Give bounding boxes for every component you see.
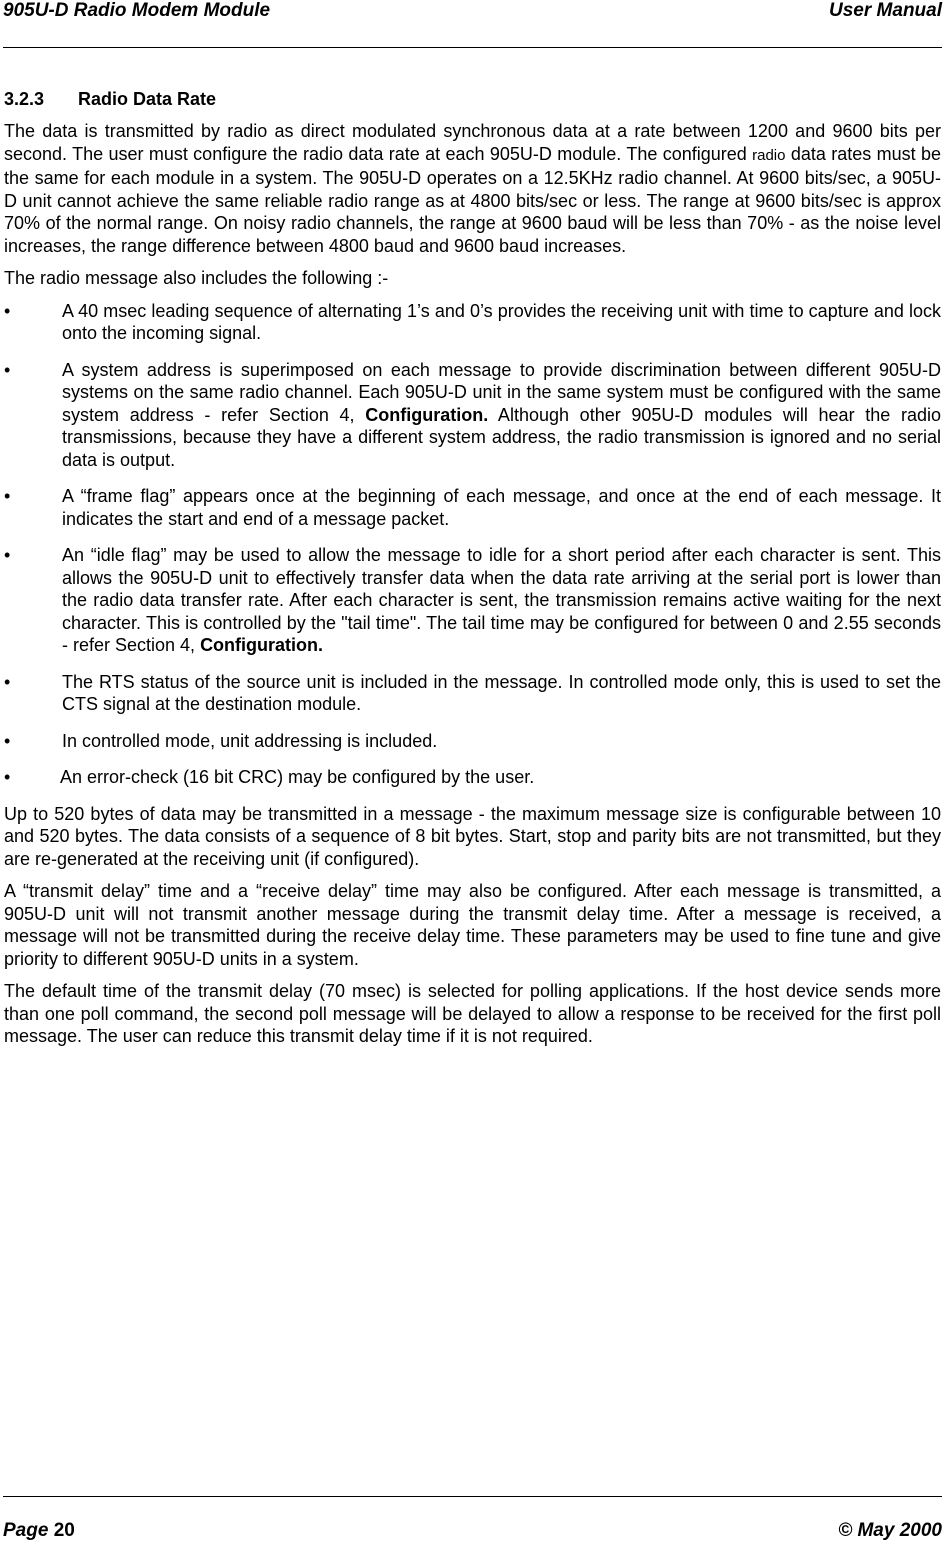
bullet-item-idle-flag: • An “idle flag” may be used to allow the message to idle for a short period after each character is sent. This allows the 905U-D unit to effectively transfer data when the data rate arriving at the serial port is lower than the radio data transfer rate. After each character is sent, the transmission remains active waiting for the next character. This is controlled by the "tail time". The tail time may be configured for between 0 and 2.55 seconds - refer Section 4, Configuration. [4, 545, 941, 655]
bullet-icon: • [4, 545, 11, 565]
bullet-icon: • [4, 767, 11, 787]
bullet-item-unit-addressing: • In controlled mode, unit addressing is included. [4, 730, 438, 751]
page-body [4, 86, 941, 1058]
bullet-icon: • [4, 486, 11, 506]
section-title: Radio Data Rate [78, 89, 217, 109]
copyright-date: © May 2000 [838, 1520, 942, 1541]
page-header [3, 0, 942, 24]
header-manual-label: User Manual [829, 0, 942, 21]
bullet-item-rts-status: • The RTS status of the source unit is included in the message. In controlled mode only, this is used to set the CTS signal at the destination module. [4, 671, 941, 714]
paragraph-default-delay: The default time of the transmit delay (70 msec) is selected for polling applications. If the host device sends more than one poll command, the second poll message will be delayed to allow a response to be received for the first poll message. The user can reduce this transmit delay time if it is not required. [4, 981, 941, 1046]
bullet-icon: • [4, 300, 11, 321]
bullet-item-system-address: • A system address is superimposed on each message to provide discrimination between different 905U-D systems on the same radio channel. Each 905U-D unit in the same system must be configured with the same system address - refer Section 4, Configuration. Although other 905U-D modules will hear the radio transmissions, because they have a different system address, the radio transmission is ignored and no serial data is output. [4, 359, 941, 470]
bullet-item-frame-flag: • A “frame flag” appears once at the beginning of each message, and once at the end of each message. It indicates the start and end of a message packet. [4, 486, 941, 529]
paragraph-delays: A “transmit delay” time and a “receive delay” time may also be configured. After each message is transmitted, a 905U-D unit will not transmit another message during the transmit delay time. After a message is received, a message will not be transmitted during the receive delay time. These parameters may be used to fine tune and give priority to different 905U-D units in a system. [4, 881, 941, 969]
section-number: 3.2.3 [4, 89, 45, 109]
section-reference: Configuration. [200, 635, 324, 655]
bullet-icon: • [4, 359, 11, 380]
section-heading [4, 86, 941, 112]
bullet-icon: • [4, 671, 11, 692]
footer-divider [3, 1496, 942, 1497]
bullet-item-leading-sequence: • A 40 msec leading sequence of alternating 1’s and 0’s provides the receiving unit with time to capture and lock onto the incoming signal. [4, 300, 941, 343]
header-divider [3, 47, 942, 48]
page-number: Page 20 [3, 1520, 75, 1541]
paragraph-message-intro: The radio message also includes the following :- [4, 268, 389, 288]
paragraph-data-rate: The data is transmitted by radio as direct modulated synchronous data at a rate between 1200 and 9600 bits per second. The user must configure the radio data rate at each 905U-D module. The configured radio data rates must be the same for each module in a system. The 905U-D operates on a 12.5KHz radio channel. At 9600 bits/sec, a 905U-D unit cannot achieve the same reliable radio range as at 4800 bits/sec or less. The range at 9600 bits/sec is approx 70% of the normal range. On noisy radio channels, the range at 9600 baud will be less than 70% - as the noise level increases, the range difference between 4800 baud and 9600 baud increases. [4, 121, 941, 256]
bullet-item-error-check: • An error-check (16 bit CRC) may be configured by the user. [4, 767, 535, 787]
header-title: 905U-D Radio Modem Module [3, 0, 271, 21]
bullet-icon: • [4, 730, 11, 751]
paragraph-message-size: Up to 520 bytes of data may be transmitted in a message - the maximum message size is configurable between 10 and 520 bytes. The data consists of a sequence of 8 bit bytes. Start, stop and parity bits are not transmitted, but they are re-generated at the receiving unit (if configured). [4, 803, 941, 869]
section-reference: Configuration. [365, 404, 489, 425]
